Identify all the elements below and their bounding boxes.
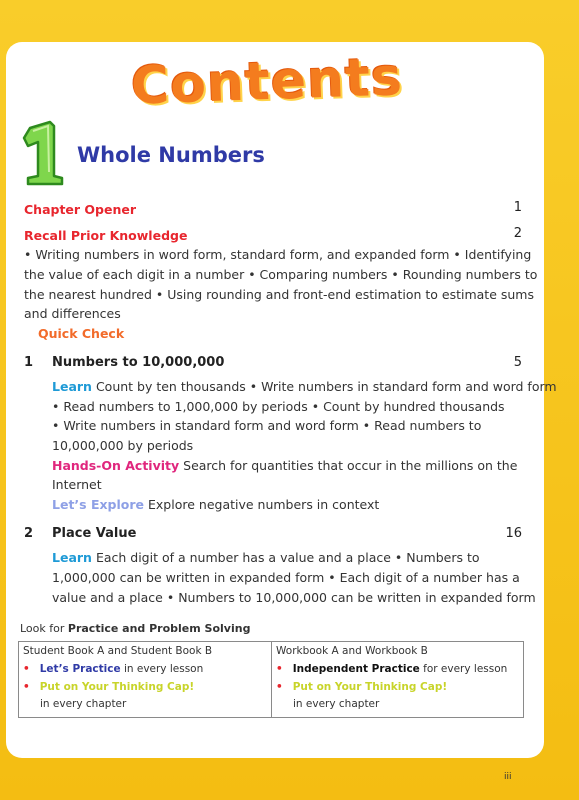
student-book-column [19,642,271,717]
practice-table [18,641,524,718]
explore-line [52,495,379,514]
learn-text-line: • Read numbers to 1,000,000 by periods • Count by hundred thousands [52,399,505,414]
recall-text-line: the value of each digit in a number • Comparing numbers • Rounding numbers to [24,267,538,282]
chapter-opener-label: Chapter Opener [24,202,137,217]
learn-text-line: 10,000,000 by periods [52,438,194,453]
learn-text: Each digit of a number has a value and a place • Numbers to [95,550,480,565]
learn-label: Learn [52,379,92,394]
recall-text-line: • Writing numbers in word form, standard form, and expanded form • Identifying [24,247,532,262]
learn-text-line: value and a place • Numbers to 10,000,000 can be written in expanded form [52,590,536,605]
recall-text-line: and differences [24,306,121,321]
column-heading: Student Book A and Student Book B [23,645,213,657]
section-number: 1 [24,355,34,370]
lets-practice-tag: Let’s Practice [39,663,121,675]
page-number: 16 [505,526,522,541]
practice-intro [20,622,250,635]
learn-line [52,377,557,396]
list-item [23,663,203,675]
list-item [276,681,447,693]
learn-line [52,548,480,567]
section-title-link[interactable]: Place Value [52,526,137,541]
bullet-icon: • [23,681,30,693]
learn-label: Learn [52,550,92,565]
workbook-column [272,642,523,717]
list-item [23,681,194,693]
hands-on-line [52,456,517,475]
bullet-icon: • [276,681,283,693]
hands-on-label: Hands-On Activity [52,458,180,473]
independent-practice-tag: Independent Practice [292,663,420,675]
page-title: Contents [130,47,404,117]
recall-link[interactable] [24,226,187,245]
explore-text: Explore negative numbers in context [148,497,380,512]
chapter-opener-link[interactable] [24,200,136,219]
practice-intro-bold: Practice and Problem Solving [67,622,251,635]
hands-on-text: Search for quantities that occur in the millions on the [183,458,518,473]
thinking-cap-tag: Put on Your Thinking Cap! [292,681,448,693]
page-folio: iii [504,772,512,782]
page-number: 5 [513,355,522,370]
bullet-icon: • [23,663,30,675]
learn-text-line: 1,000,000 can be written in expanded form • Each digit of a number has a [52,570,520,585]
learn-text-line: • Write numbers in standard form and word form • Read numbers to [52,418,482,433]
column-heading: Workbook A and Workbook B [276,645,428,657]
list-item-text: in every chapter [293,698,380,710]
chapter-number-graphic [18,120,64,186]
explore-label: Let’s Explore [52,497,145,512]
learn-text: Count by ten thousands • Write numbers in standard form and word form [95,379,557,394]
recall-label: Recall Prior Knowledge [24,228,188,243]
list-item-text: for every lesson [419,663,508,675]
bullet-icon: • [276,663,283,675]
section-number: 2 [24,526,34,541]
page-number: 2 [513,226,522,241]
list-item [276,663,507,675]
recall-text-line: the nearest hundred • Using rounding and front-end estimation to estimate sums [24,287,534,302]
list-item-text: in every lesson [120,663,204,675]
section-title-link[interactable]: Numbers to 10,000,000 [52,355,225,370]
page-number: 1 [513,200,522,215]
thinking-cap-tag: Put on Your Thinking Cap! [39,681,195,693]
quick-check-link[interactable] [38,324,124,343]
hands-on-text-line: Internet [52,477,102,492]
practice-intro-text: Look for [20,622,68,635]
chapter-title: Whole Numbers [77,143,265,167]
list-item-text: in every chapter [40,698,127,710]
quick-check-label: Quick Check [38,326,125,341]
